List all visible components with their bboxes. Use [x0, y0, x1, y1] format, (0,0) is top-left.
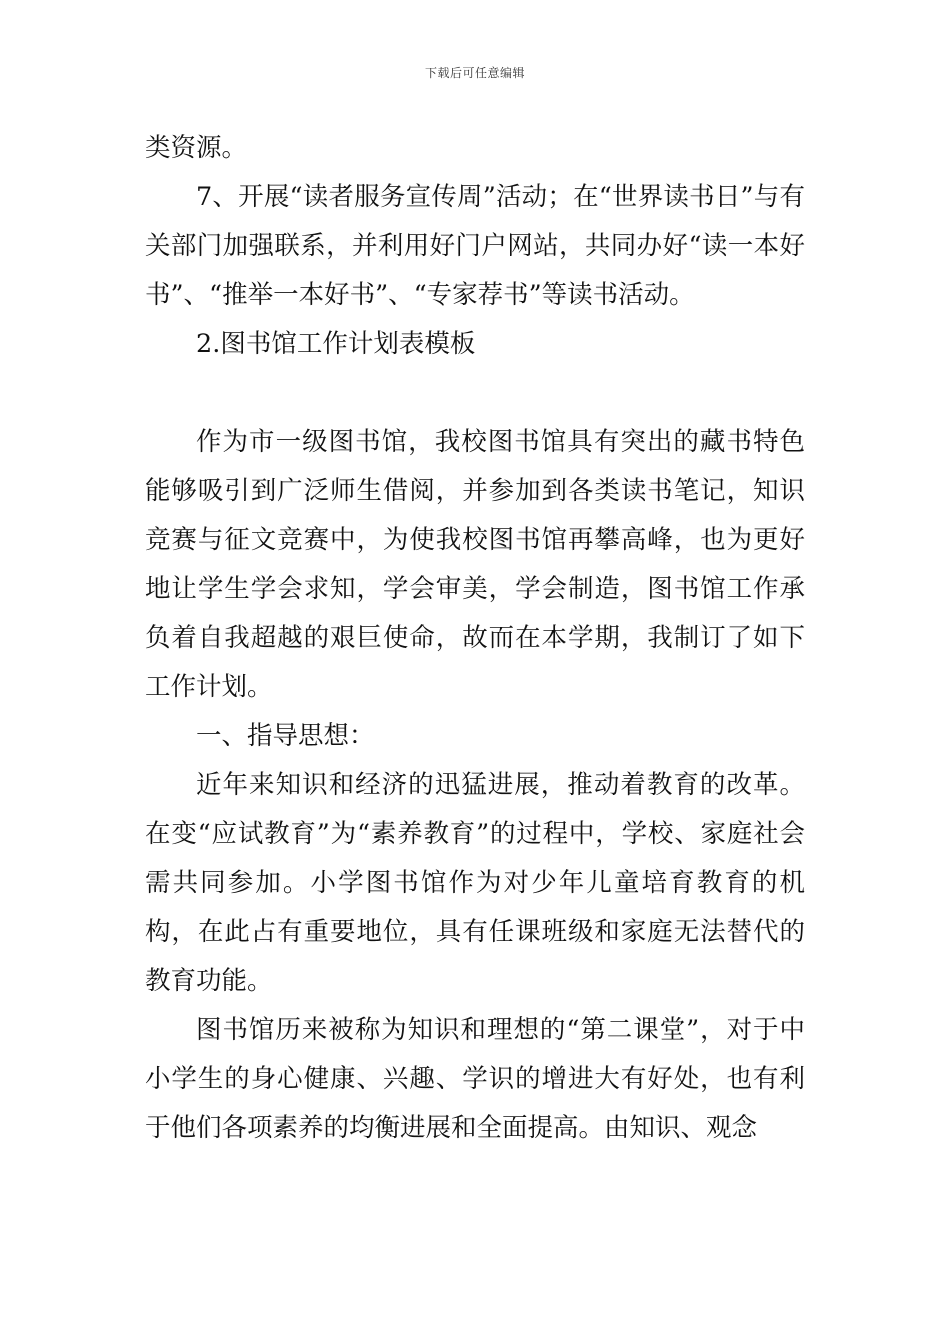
page-header: 下载后可任意编辑: [424, 66, 525, 80]
paragraph-continuation: 类资源。: [145, 133, 248, 163]
paragraph-intro: 作为市一级图书馆，我校图书馆具有突出的藏书特色能够吸引到广泛师生借阅，并参加到各类读书笔记，知识竞赛与征文竞赛中，为使我校图书馆再攀高峰，也为更好地让学生学会求知，学会审美，学会制造，图书馆工作承负着自我超越的艰巨使命，故而在本学期，我制订了如下工作计划。: [145, 427, 805, 702]
blank-line: [145, 369, 805, 418]
paragraph-item-7: 7、开展“读者服务宣传周”活动；在“世界读书日”与有关部门加强联系，并利用好门户网站，共同办好“读一本好书”、“推举一本好书”、“专家荐书”等读书活动。: [145, 182, 805, 310]
subsection-heading: 一、指导思想：: [196, 721, 375, 751]
paragraph-guiding-1: 近年来知识和经济的迅猛进展，推动着教育的改革。在变“应试教育”为“素养教育”的过程中，学校、家庭社会需共同参加。小学图书馆作为对少年儿童培育教育的机构，在此占有重要地位，具有任课班级和家庭无法替代的教育功能。: [145, 770, 805, 996]
section-heading: 2.图书馆工作计划表模板: [196, 329, 476, 359]
paragraph-guiding-2: 图书馆历来被称为知识和理想的“第二课堂”，对于中小学生的身心健康、兴趣、学识的增进大有好处，也有利于他们各项素养的均衡进展和全面提高。由知识、观念: [145, 1015, 805, 1143]
document-body: [145, 124, 805, 1153]
